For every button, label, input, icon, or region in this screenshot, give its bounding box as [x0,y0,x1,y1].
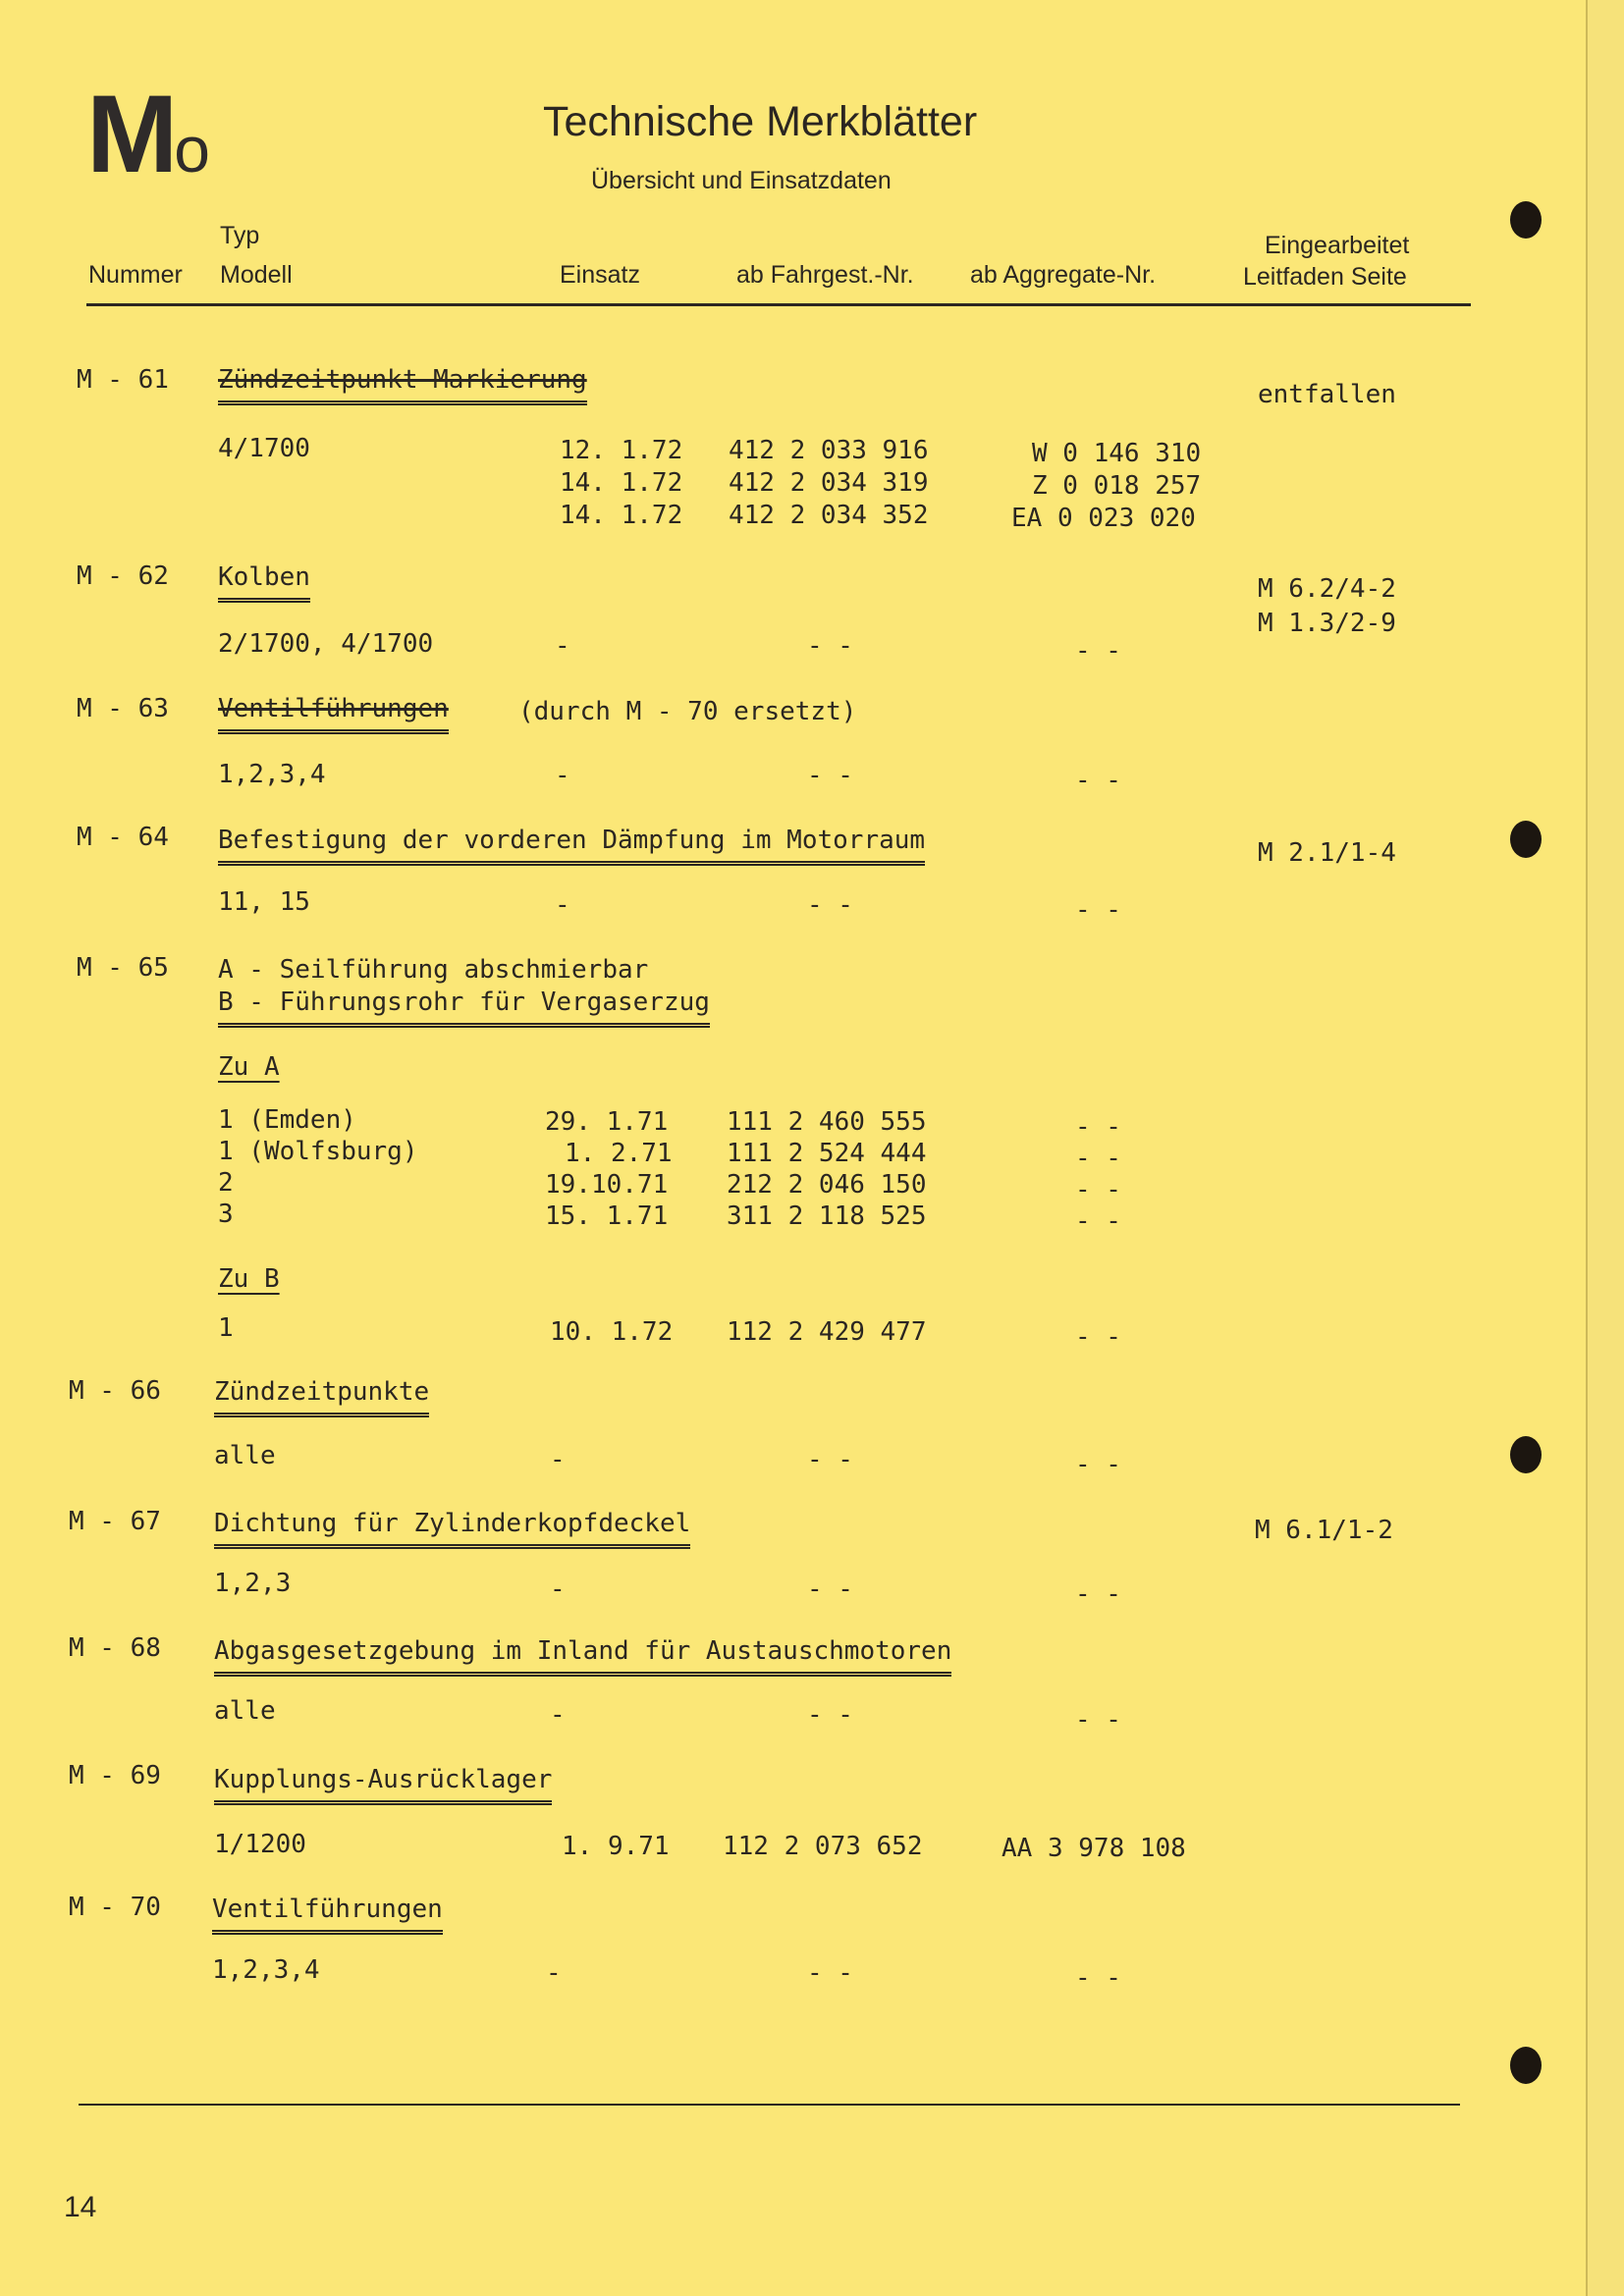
cell-einsatz: 1. 2.71 [565,1139,673,1168]
cell-typ: 1,2,3,4 [212,1955,320,1985]
col-einsatz: Einsatz [560,261,640,289]
entry-number: M - 69 [69,1761,161,1790]
cell-einsatz: - [555,631,570,661]
binder-hole [1510,201,1542,239]
cell-aggregate: - - [1075,1175,1121,1204]
cell-fahrgest: 111 2 524 444 [727,1139,927,1168]
entry-number: M - 70 [69,1893,161,1922]
cell-typ: 1 [218,1313,234,1343]
cell-typ: 1 (Emden) [218,1105,356,1135]
cell-aggregate: Z 0 018 257 [1032,471,1202,501]
entry-title: Ventilführungen [218,696,449,734]
cell-einsatz: 10. 1.72 [550,1317,674,1347]
header-rule [86,303,1471,306]
cell-typ: 4/1700 [218,434,310,463]
cell-fahrgest: - - [807,1575,853,1604]
cell-aggregate: - - [1075,1144,1121,1173]
entry-title: Befestigung der vorderen Dämpfung im Motorraum [218,828,925,866]
leitfaden-ref: M 6.1/1-2 [1255,1516,1393,1545]
cell-einsatz: 1. 9.71 [562,1832,670,1861]
cell-aggregate: W 0 146 310 [1032,439,1202,468]
entry-title: Dichtung für Zylinderkopfdeckel [214,1511,690,1549]
binder-hole [1510,2047,1542,2084]
cell-typ: 2/1700, 4/1700 [218,629,434,659]
cell-aggregate: - - [1075,1450,1121,1479]
entry-status: entfallen [1258,380,1396,409]
col-aggregate: ab Aggregate-Nr. [970,261,1157,289]
entry-number: M - 63 [77,694,169,723]
entry-title: Abgasgesetzgebung im Inland für Austauschmotoren [214,1638,951,1677]
cell-typ: 1,2,3,4 [218,760,326,789]
cell-fahrgest: 111 2 460 555 [727,1107,927,1137]
cell-einsatz: 15. 1.71 [545,1201,669,1231]
cell-aggregate: - - [1075,1112,1121,1142]
leitfaden-ref: M 6.2/4-2 [1258,574,1396,604]
cell-fahrgest: - - [807,1700,853,1730]
cell-typ: 2 [218,1168,234,1198]
col-leitfaden: Leitfaden Seite [1243,263,1407,291]
entry-title: Ventilführungen [212,1896,443,1935]
cell-aggregate: AA 3 978 108 [1001,1834,1186,1863]
cell-aggregate: - - [1075,1206,1121,1236]
footer-rule [79,2104,1460,2106]
cell-fahrgest: - - [807,631,853,661]
subsection-label: Zu A [218,1052,280,1082]
cell-typ: 1,2,3 [214,1569,292,1598]
cell-einsatz: 14. 1.72 [560,501,683,530]
col-typ: Typ [220,222,260,249]
col-eingearbeitet: Eingearbeitet [1265,232,1410,259]
entry-title: Zündzeitpunkt-Markierung [218,367,587,405]
entry-number: M - 67 [69,1507,161,1536]
entry-number: M - 61 [77,365,169,395]
cell-einsatz: - [550,1700,566,1730]
cell-einsatz: 14. 1.72 [560,468,683,498]
cell-typ: 11, 15 [218,887,310,917]
cell-einsatz: - [550,1445,566,1474]
col-fahrgest: ab Fahrgest.-Nr. [736,261,914,289]
binder-hole [1510,1436,1542,1473]
cell-fahrgest: - - [807,1958,853,1988]
page-title: Technische Merkblätter [543,98,978,145]
cell-aggregate: EA 0 023 020 [1011,504,1196,533]
entry-number: M - 68 [69,1633,161,1663]
cell-fahrgest: 112 2 073 652 [723,1832,923,1861]
cell-typ: 1/1200 [214,1830,306,1859]
cell-fahrgest: - - [807,890,853,920]
entry-number: M - 62 [77,561,169,591]
cell-aggregate: - - [1075,1322,1121,1352]
cell-fahrgest: 412 2 034 352 [729,501,929,530]
leitfaden-ref: M 2.1/1-4 [1258,838,1396,868]
cell-typ: 1 (Wolfsburg) [218,1137,418,1166]
leitfaden-ref: M 1.3/2-9 [1258,609,1396,638]
cell-aggregate: - - [1075,766,1121,795]
entry-title: A - Seilführung abschmierbar [218,955,649,985]
cell-fahrgest: 311 2 118 525 [727,1201,927,1231]
entry-title: Zündzeitpunkte [214,1379,429,1417]
cell-einsatz: - [550,1575,566,1604]
cell-fahrgest: 412 2 033 916 [729,436,929,465]
col-nummer: Nummer [88,261,183,289]
cell-einsatz: 12. 1.72 [560,436,683,465]
cell-aggregate: - - [1075,1963,1121,1993]
entry-number: M - 65 [77,953,169,983]
cell-aggregate: - - [1075,895,1121,925]
cell-fahrgest: - - [807,761,853,790]
subsection-label: Zu B [218,1264,280,1294]
mo-logo: Mo [86,73,211,195]
cell-einsatz: 19.10.71 [545,1170,669,1200]
entry-title: B - Führungsrohr für Vergaserzug [218,989,710,1028]
entry-title: Kupplungs-Ausrücklager [214,1767,552,1805]
entry-number: M - 66 [69,1376,161,1406]
cell-einsatz: - [546,1958,562,1988]
cell-fahrgest: 412 2 034 319 [729,468,929,498]
cell-fahrgest: - - [807,1445,853,1474]
cell-einsatz: - [555,890,570,920]
page-edge [1586,0,1624,2296]
cell-typ: alle [214,1441,276,1470]
page-number: 14 [64,2191,97,2223]
cell-fahrgest: 212 2 046 150 [727,1170,927,1200]
entry-title: Kolben [218,564,310,603]
page-subtitle: Übersicht und Einsatzdaten [591,167,892,194]
cell-aggregate: - - [1075,636,1121,666]
cell-typ: alle [214,1696,276,1726]
cell-aggregate: - - [1075,1579,1121,1609]
cell-fahrgest: 112 2 429 477 [727,1317,927,1347]
cell-einsatz: - [555,761,570,790]
col-modell: Modell [220,261,293,289]
entry-number: M - 64 [77,823,169,852]
cell-einsatz: 29. 1.71 [545,1107,669,1137]
cell-aggregate: - - [1075,1705,1121,1735]
entry-note: (durch M - 70 ersetzt) [518,697,857,726]
cell-typ: 3 [218,1200,234,1229]
binder-hole [1510,821,1542,858]
